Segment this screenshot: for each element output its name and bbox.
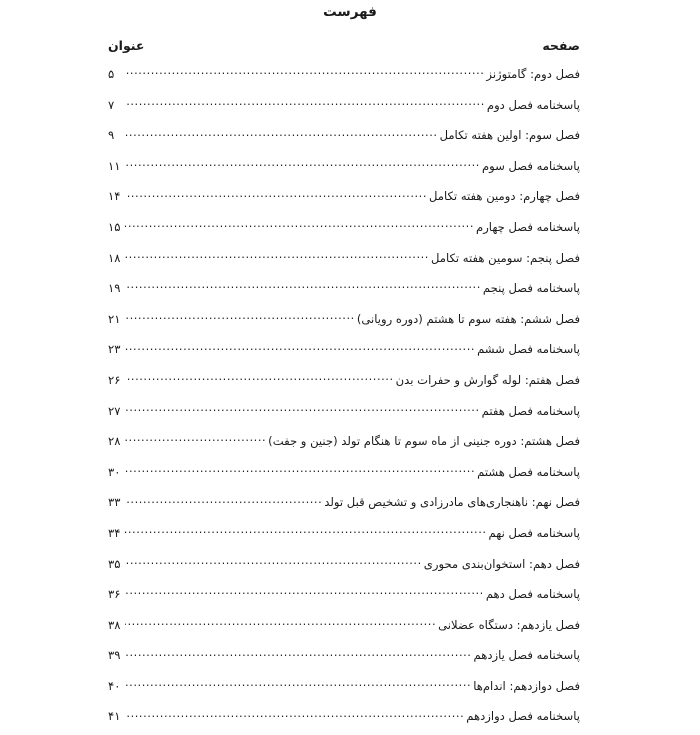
toc-leader-dots: [125, 521, 487, 537]
toc-entry-title: پاسخنامه فصل هفتم: [481, 403, 580, 418]
toc-entry[interactable]: [0, 246, 700, 277]
toc-entry-page-number: ۱۹: [108, 281, 121, 296]
toc-entry[interactable]: [0, 613, 700, 644]
toc-entry-page-number: ۲۸: [108, 434, 121, 449]
toc-entry-title: پاسخنامه فصل دوم: [486, 97, 580, 112]
toc-entry-title: فصل یازدهم: دستگاه عضلانی: [438, 617, 580, 632]
toc-leader-dots: [125, 62, 484, 78]
toc-entry-page-number: ۴۰: [108, 678, 121, 693]
toc-entry[interactable]: [0, 490, 700, 521]
toc-entry-title: پاسخنامه فصل دهم: [485, 587, 580, 602]
toc-entry-page-number: ۳۶: [108, 587, 121, 602]
toc-entry-title: فصل هفتم: لوله گوارش و حفرات بدن: [395, 372, 580, 387]
toc-entry-title: پاسخنامه فصل پنجم: [482, 281, 580, 296]
toc-leader-dots: [125, 399, 480, 415]
toc-entry[interactable]: [0, 337, 700, 368]
toc-entry-page-number: ۹: [108, 128, 115, 143]
toc-entry-title: فصل دهم: استخوان‌بندی محوری: [423, 556, 580, 571]
toc-entry-page-number: ۳۵: [108, 556, 121, 571]
toc-entry-page-number: ۵: [108, 67, 115, 81]
toc-entry[interactable]: [0, 429, 700, 460]
toc-entry[interactable]: [0, 215, 700, 246]
toc-entry[interactable]: [0, 521, 700, 552]
toc-leader-dots: [125, 490, 322, 506]
toc-entry-page-number: ۴۱: [108, 709, 121, 724]
toc-leader-dots: [125, 643, 471, 659]
toc-entry-page-number: ۱۴: [108, 189, 121, 204]
toc-entry-page-number: ۳۴: [108, 525, 121, 540]
toc-leader-dots: [125, 307, 355, 323]
toc-entry-page-number: ۳۰: [108, 464, 121, 479]
toc-leader-dots: [125, 552, 422, 568]
toc-leader-dots: [125, 337, 475, 353]
toc-entry-page-number: ۱۱: [108, 158, 121, 173]
toc-entry-title: پاسخنامه فصل ششم: [477, 342, 580, 357]
toc-entry[interactable]: [0, 399, 700, 430]
toc-entry-title: پاسخنامه فصل نهم: [488, 525, 580, 540]
toc-entry-page-number: ۱۸: [108, 250, 121, 265]
toc-entry[interactable]: [0, 93, 700, 124]
toc-entry-title: پاسخنامه فصل سوم: [481, 158, 580, 173]
toc-leader-dots: [125, 674, 471, 690]
toc-leader-dots: [125, 460, 475, 476]
toc-leader-dots: [125, 123, 438, 139]
toc-leader-dots: [125, 368, 394, 384]
toc-entry-page-number: ۱۵: [108, 219, 121, 234]
toc-leader-dots: [125, 276, 481, 292]
toc-leader-dots: [125, 93, 485, 109]
column-header-title: عنوان: [108, 38, 145, 53]
toc-entry-title: فصل سوم: اولین هفته تکامل: [439, 128, 580, 143]
column-headers: [108, 38, 580, 53]
toc-entry-title: پاسخنامه فصل هشتم: [477, 464, 580, 479]
toc-entry[interactable]: [0, 184, 700, 215]
table-of-contents-list: [0, 62, 700, 735]
toc-entry-page-number: ۲۳: [108, 342, 121, 357]
toc-entry-title: فصل نهم: ناهنجاری‌های مادرزادی و تشخیص قبل تولد: [324, 495, 580, 510]
toc-entry[interactable]: [0, 62, 700, 93]
toc-leader-dots: [125, 246, 429, 262]
toc-entry-title: فصل ششم: هفته سوم تا هشتم (دوره رویانی): [356, 311, 580, 326]
toc-entry-title: فصل هشتم: دوره جنینی از ماه سوم تا هنگام تولد (جنین و جفت): [268, 434, 580, 449]
toc-entry[interactable]: [0, 552, 700, 583]
toc-entry-page-number: ۳۹: [108, 648, 121, 663]
toc-entry[interactable]: [0, 123, 700, 154]
toc-entry-page-number: ۲۷: [108, 403, 121, 418]
toc-entry-title: فصل دوم: گامتوژنز: [486, 67, 580, 81]
toc-entry-page-number: ۳۸: [108, 617, 121, 632]
toc-leader-dots: [125, 154, 480, 170]
toc-entry-title: پاسخنامه فصل چهارم: [476, 219, 580, 234]
toc-entry[interactable]: [0, 368, 700, 399]
toc-leader-dots: [125, 184, 427, 200]
toc-entry[interactable]: [0, 460, 700, 491]
toc-entry-title: فصل دوازدهم: اندام‌ها: [473, 678, 580, 693]
toc-leader-dots: [125, 582, 484, 598]
page-title: فهرست: [323, 4, 377, 20]
toc-entry-page-number: ۳۳: [108, 495, 121, 510]
toc-entry-title: پاسخنامه فصل یازدهم: [473, 648, 580, 663]
toc-entry-page-number: ۲۶: [108, 372, 121, 387]
toc-leader-dots: [125, 613, 436, 629]
toc-leader-dots: [125, 704, 464, 720]
toc-entry-page-number: ۲۱: [108, 311, 121, 326]
toc-leader-dots: [125, 215, 474, 231]
toc-entry[interactable]: [0, 307, 700, 338]
toc-entry-page-number: ۷: [108, 97, 115, 112]
toc-leader-dots: [125, 429, 266, 445]
toc-entry[interactable]: [0, 154, 700, 185]
toc-entry[interactable]: [0, 276, 700, 307]
toc-entry[interactable]: [0, 643, 700, 674]
toc-entry-title: پاسخنامه فصل دوازدهم: [466, 709, 580, 724]
toc-entry-title: فصل پنجم: سومین هفته تکامل: [430, 250, 580, 265]
column-header-page: صفحه: [542, 38, 580, 53]
toc-entry[interactable]: [0, 582, 700, 613]
toc-entry-title: فصل چهارم: دومین هفته تکامل: [429, 189, 580, 204]
toc-entry[interactable]: [0, 704, 700, 735]
